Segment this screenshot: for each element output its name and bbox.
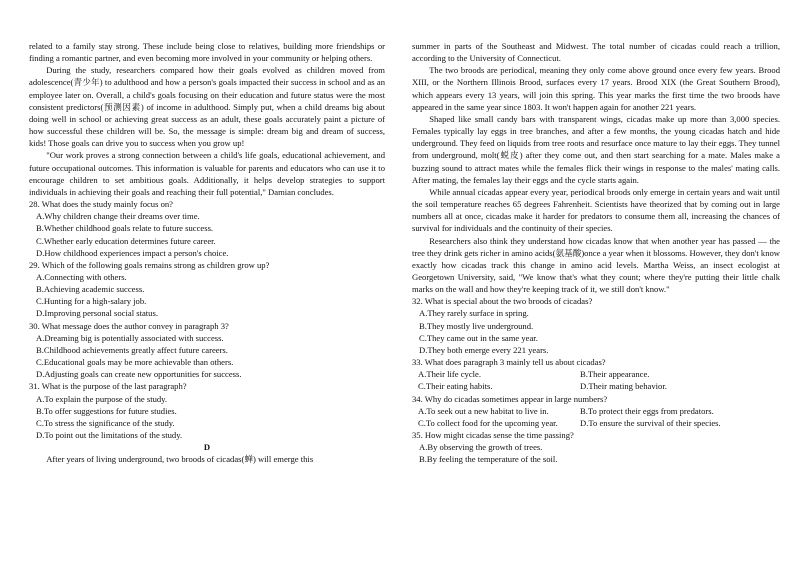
passage-d-paragraph: Shaped like small candy bars with transparent wings, cicadas make up more than 3,000 species. Females typically lay eggs in tree branches, and after a few months, the young cicadas hatch and hide underground. They feed on liquids from tree roots and resurface once mature to lay their eggs. They tunnel from underground, molt(蜕皮) after they come out, and then start searching for a mate. Males make a buzzing sound to attract mates while the females flick their wings in response to the males' mating calls. After mating, the females lay their eggs and the cycle starts again. [412,113,780,185]
answer-option: A.By observing the growth of trees. [419,442,543,453]
question-32 [412,295,780,356]
answer-option: C.They came out in the same year. [419,332,538,343]
question-stem: 32. What is special about the two broods of cicadas? [412,296,593,307]
question-30 [29,320,385,381]
question-stem: 34. Why do cicadas sometimes appear in large numbers? [412,393,608,404]
question-stem: 30. What message does the author convey in paragraph 3? [29,320,229,331]
question-31 [29,380,385,441]
answer-option: A.To seek out a new habitat to live in. [418,405,549,416]
answer-option: C.Hunting for a high-salary job. [36,296,147,307]
answer-option: C.To stress the significance of the study. [36,417,175,428]
passage-c-paragraph: "Our work proves a strong connection between a child's life goals, educational achievement, and future occupational outcomes. This information is valuable for parents and educators who can use it to encourage children to set ambitious goals. Additionally, it helps develop strategies to support individuals in achieving their goals and reaching their full potential," Damian concludes. [29,150,385,197]
left-column [29,40,385,465]
section-heading-d: D [203,442,211,453]
question-35 [412,429,780,465]
answer-option: B.To protect their eggs from predators. [580,405,714,416]
question-33 [412,356,780,392]
answer-option: D.Their mating behavior. [580,381,667,392]
passage-d-paragraph: The two broods are periodical, meaning they only come above ground once every few years. Brood XIII, or the Northern Illinois Brood, surfaces every 17 years. Brood XIX (the Great Southern Brood), which appears every 13 years, will join this spring. This year marks the first time the two broods have appeared in the same year since 1803. It won't happen again for another 221 years. [412,65,780,112]
answer-option: C.Educational goals may be more achievable than others. [36,357,234,368]
answer-option: A.Connecting with others. [36,271,127,282]
right-column [412,40,780,465]
answer-option: C.To collect food for the upcoming year. [418,417,558,428]
answer-option: D.To point out the limitations of the study. [36,430,183,440]
answer-option: B.By feeling the temperature of the soil. [419,454,558,465]
passage-d-paragraph: After years of living underground, two broods of cicadas(蝉) will emerge this [46,454,314,465]
answer-option: B.Childhood achievements greatly affect future careers. [36,344,228,355]
answer-option-row [418,417,780,429]
answer-option: D.Improving personal social status. [36,308,158,319]
answer-option: D.They both emerge every 221 years. [419,344,549,355]
answer-option-row [418,368,780,380]
answer-option: A.Their life cycle. [418,369,481,380]
question-stem: 35. How might cicadas sense the time passing? [412,430,574,440]
passage-c-paragraph: During the study, researchers compared how their goals evolved as children moved from adolescence(青少年) to adulthood and how a person's goals impacted their success in school and as an employee later on. Overall, a child's goals focusing on their education and future status were the most consistent predictors(预测因素) of income in adulthood. Simply put, when a child dreams big about doing well in school or achieving great success as an adult, these goals accurately paint a picture of how successful these children will be. So, the message is simple: dream big and dream of success, kids! Those goals can drive you to success when you grow up! [29,65,385,149]
question-stem: 31. What is the purpose of the last paragraph? [29,381,187,392]
answer-option: B.They mostly live underground. [419,320,534,331]
question-stem: 28. What does the study mainly focus on? [29,199,173,210]
answer-option: A.Dreaming big is potentially associated with success. [36,332,224,343]
answer-option: A.To explain the purpose of the study. [36,393,168,404]
question-28 [29,198,385,259]
answer-option: D.To ensure the survival of their species. [580,417,721,428]
answer-option: D.How childhood experiences impact a person's choice. [36,247,229,258]
answer-option: B.Whether childhood goals relate to future success. [36,223,214,234]
answer-option: A.Why children change their dreams over time. [36,211,200,222]
answer-option: A.They rarely surface in spring. [419,308,529,319]
passage-c-paragraph: related to a family stay strong. These include being close to relatives, building more friendships or finding a romantic partner, and even becoming more involved in your community or helping others. [29,41,385,64]
answer-option: B.Their appearance. [580,369,650,380]
answer-option: C.Their eating habits. [418,381,493,392]
question-stem: 29. Which of the following goals remains strong as children grow up? [29,259,270,270]
answer-option: D.Adjusting goals can create new opportunities for success. [36,369,242,380]
passage-d-paragraph: Researchers also think they understand how cicadas know that when another year has passed — the tree they drink gets richer in amino acids(氨基酸)once a year when it blossoms. However, they don't know exactly how cicadas track this change in amino acid levels. Martha Weiss, an insect ecologist at Georgetown University, said, "We know that's what they count; where they're putting their little chalk marks on the wall and how they're keeping track of it, we still don't know." [412,235,780,295]
answer-option: C.Whether early education determines future career. [36,235,216,246]
question-stem: 33. What does paragraph 3 mainly tell us about cicadas? [412,357,606,368]
passage-d-paragraph: While annual cicadas appear every year, periodical broods only emerge in certain years and wait until the soil temperature reaches 65 degrees Fahrenheit. Scientists have theorized that by coming out in large numbers all at once, cicadas make it harder for predators to consume them all, increasing the chances of survival for individuals and the continuity of their species. [412,186,780,234]
answer-option-row [418,405,780,417]
answer-option: B.To offer suggestions for future studies. [36,405,177,416]
answer-option-row [418,380,780,392]
question-34 [412,393,780,429]
question-29 [29,259,385,320]
passage-d-paragraph: summer in parts of the Southeast and Midwest. The total number of cicadas could reach a trillion, according to the University of Connecticut. [412,41,780,64]
answer-option: B.Achieving academic success. [36,284,145,295]
